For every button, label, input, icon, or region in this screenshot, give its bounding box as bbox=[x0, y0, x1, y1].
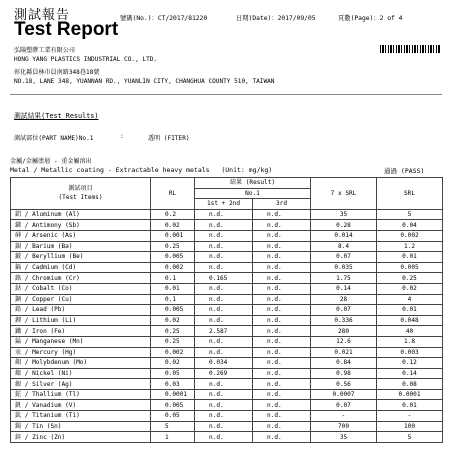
part-name-separator: : bbox=[120, 133, 124, 140]
cell-result-1st-2nd: n.d. bbox=[195, 315, 253, 326]
cell-rl: 0.005 bbox=[151, 252, 195, 263]
cell-result-1st-2nd: n.d. bbox=[195, 336, 253, 347]
cell-test-item: 銀 / Silver (Ag) bbox=[11, 379, 151, 390]
cell-rl: 0.01 bbox=[151, 283, 195, 294]
cell-result-1st-2nd: n.d. bbox=[195, 411, 253, 422]
cell-rl: 0.005 bbox=[151, 305, 195, 316]
cell-result-1st-2nd: n.d. bbox=[195, 305, 253, 316]
cell-rl: 0.02 bbox=[151, 220, 195, 231]
cell-7xsrl: 0.98 bbox=[311, 368, 377, 379]
cell-7xsrl: 0.14 bbox=[311, 283, 377, 294]
header-1st-2nd: 1st + 2nd bbox=[195, 199, 253, 210]
cell-7xsrl: 28 bbox=[311, 294, 377, 305]
cell-result-3rd: n.d. bbox=[253, 411, 311, 422]
table-row bbox=[11, 252, 443, 263]
table-row bbox=[11, 315, 443, 326]
table-row bbox=[11, 230, 443, 241]
cell-test-item: 砷 / Arsenic (As) bbox=[11, 230, 151, 241]
cell-result-3rd: n.d. bbox=[253, 252, 311, 263]
header-no1: No.1 bbox=[195, 188, 311, 199]
cell-result-1st-2nd: 0.165 bbox=[195, 273, 253, 284]
cell-srl: 0.14 bbox=[377, 368, 443, 379]
cell-test-item: 鉬 / Molybdenum (Mo) bbox=[11, 358, 151, 369]
client-name-en: HONG YANG PLASTICS INDUSTRIAL CO., LTD. bbox=[14, 56, 158, 63]
cell-srl: 1.2 bbox=[377, 241, 443, 252]
unit-label: (Unit: mg/kg) bbox=[221, 166, 273, 174]
results-table bbox=[10, 177, 443, 443]
cell-test-item: 鉛 / Lead (Pb) bbox=[11, 305, 151, 316]
cell-srl: 0.0001 bbox=[377, 389, 443, 400]
cell-result-1st-2nd: 2.587 bbox=[195, 326, 253, 337]
cell-7xsrl: 8.4 bbox=[311, 241, 377, 252]
cell-result-1st-2nd: n.d. bbox=[195, 209, 253, 220]
report-date-value: 2017/09/05 bbox=[277, 15, 316, 22]
cell-7xsrl: 35 bbox=[311, 432, 377, 443]
cell-srl: 0.02 bbox=[377, 283, 443, 294]
cell-7xsrl: 12.6 bbox=[311, 336, 377, 347]
results-table-header bbox=[11, 178, 443, 210]
cell-srl: 0.01 bbox=[377, 252, 443, 263]
header-test-items-cn: 測試項目 bbox=[68, 185, 93, 193]
report-title-en: Test Report bbox=[14, 19, 119, 40]
part-name-label: 測試部位(PART NAME)No.1 bbox=[14, 135, 94, 142]
table-row bbox=[11, 368, 443, 379]
cell-7xsrl: 35 bbox=[311, 209, 377, 220]
cell-result-3rd: n.d. bbox=[253, 326, 311, 337]
table-row bbox=[11, 262, 443, 273]
cell-rl: 0.1 bbox=[151, 294, 195, 305]
cell-result-1st-2nd: n.d. bbox=[195, 230, 253, 241]
cell-7xsrl: 0.84 bbox=[311, 358, 377, 369]
cell-result-1st-2nd: n.d. bbox=[195, 283, 253, 294]
cell-srl: 4 bbox=[377, 294, 443, 305]
cell-result-3rd: n.d. bbox=[253, 358, 311, 369]
cell-test-item: 鉻 / Chromium (Cr) bbox=[11, 273, 151, 284]
cell-result-1st-2nd: 0.034 bbox=[195, 358, 253, 369]
cell-rl: 0.001 bbox=[151, 230, 195, 241]
cell-srl: 1.8 bbox=[377, 336, 443, 347]
report-title-cn: 測試報告 bbox=[14, 8, 71, 23]
cell-result-3rd: n.d. bbox=[253, 209, 311, 220]
report-number-label: 號碼(No.)： bbox=[120, 15, 158, 22]
cell-test-item: 鋅 / Zinc (Zn) bbox=[11, 432, 151, 443]
cell-srl: 0.12 bbox=[377, 358, 443, 369]
cell-result-1st-2nd: n.d. bbox=[195, 262, 253, 273]
cell-result-3rd: n.d. bbox=[253, 305, 311, 316]
cell-srl: 0.25 bbox=[377, 273, 443, 284]
cell-rl: 5 bbox=[151, 421, 195, 432]
pass-label: 通過 (PASS) bbox=[384, 167, 425, 175]
table-row bbox=[11, 400, 443, 411]
cell-srl: 0.003 bbox=[377, 347, 443, 358]
cell-7xsrl: 0.0007 bbox=[311, 389, 377, 400]
cell-7xsrl: 0.07 bbox=[311, 400, 377, 411]
cell-rl: 0.25 bbox=[151, 326, 195, 337]
cell-7xsrl: 280 bbox=[311, 326, 377, 337]
cell-srl: 0.08 bbox=[377, 379, 443, 390]
divider bbox=[10, 94, 442, 95]
table-row bbox=[11, 241, 443, 252]
cell-test-item: 鎘 / Cadmium (Cd) bbox=[11, 262, 151, 273]
cell-rl: 0.05 bbox=[151, 368, 195, 379]
table-row bbox=[11, 336, 443, 347]
cell-test-item: 鉈 / Thallium (Tl) bbox=[11, 389, 151, 400]
cell-test-item: 釩 / Vanadium (V) bbox=[11, 400, 151, 411]
cell-srl: 0.048 bbox=[377, 315, 443, 326]
cell-result-3rd: n.d. bbox=[253, 400, 311, 411]
cell-result-3rd: n.d. bbox=[253, 273, 311, 284]
cell-srl: 5 bbox=[377, 209, 443, 220]
report-number-value: CT/2017/81220 bbox=[157, 15, 208, 22]
cell-rl: 0.005 bbox=[151, 400, 195, 411]
cell-result-1st-2nd: n.d. bbox=[195, 400, 253, 411]
report-page bbox=[338, 13, 402, 22]
cell-srl: 0.01 bbox=[377, 400, 443, 411]
client-address-cn: 彰化縣員林市員南路348巷18號 bbox=[14, 69, 100, 76]
cell-srl: 0.01 bbox=[377, 305, 443, 316]
table-row bbox=[11, 305, 443, 316]
header-test-items bbox=[11, 178, 151, 210]
cell-result-3rd: n.d. bbox=[253, 379, 311, 390]
cell-result-3rd: n.d. bbox=[253, 262, 311, 273]
cell-result-3rd: n.d. bbox=[253, 368, 311, 379]
cell-7xsrl: 0.28 bbox=[311, 220, 377, 231]
cell-rl: 0.02 bbox=[151, 358, 195, 369]
report-date-label: 日期(Date)： bbox=[236, 15, 278, 22]
cell-result-1st-2nd: n.d. bbox=[195, 432, 253, 443]
results-table-body bbox=[11, 209, 443, 442]
cell-srl: 0.04 bbox=[377, 220, 443, 231]
table-row bbox=[11, 220, 443, 231]
cell-rl: 0.1 bbox=[151, 273, 195, 284]
cell-result-1st-2nd: n.d. bbox=[195, 379, 253, 390]
header-srl: SRL bbox=[377, 178, 443, 210]
table-row bbox=[11, 209, 443, 220]
cell-test-item: 錫 / Tin (Sn) bbox=[11, 421, 151, 432]
cell-result-1st-2nd: n.d. bbox=[195, 347, 253, 358]
report-date bbox=[236, 13, 316, 22]
cell-7xsrl: 0.07 bbox=[311, 305, 377, 316]
cell-result-3rd: n.d. bbox=[253, 230, 311, 241]
cell-result-3rd: n.d. bbox=[253, 347, 311, 358]
cell-7xsrl: - bbox=[311, 411, 377, 422]
table-row bbox=[11, 358, 443, 369]
cell-srl: - bbox=[377, 411, 443, 422]
cell-result-1st-2nd: n.d. bbox=[195, 421, 253, 432]
cell-result-1st-2nd: n.d. bbox=[195, 241, 253, 252]
cell-rl: 0.05 bbox=[151, 411, 195, 422]
cell-test-item: 鋇 / Barium (Ba) bbox=[11, 241, 151, 252]
header-3rd: 3rd bbox=[253, 199, 311, 210]
cell-7xsrl: 0.021 bbox=[311, 347, 377, 358]
client-address-en: NO.18, LANE 348, YUANNAN RD., YUANLIN CITY, CHANGHUA COUNTY 510, TAIWAN bbox=[14, 78, 275, 85]
table-row bbox=[11, 283, 443, 294]
barcode-icon bbox=[380, 45, 440, 53]
cell-srl: 5 bbox=[377, 432, 443, 443]
cell-rl: 0.2 bbox=[151, 209, 195, 220]
cell-result-3rd: n.d. bbox=[253, 432, 311, 443]
category-en: Metal / Metallic coating - Extractable heavy metals bbox=[10, 166, 210, 174]
table-row bbox=[11, 273, 443, 284]
table-row bbox=[11, 326, 443, 337]
cell-7xsrl: 0.035 bbox=[311, 262, 377, 273]
cell-rl: 0.25 bbox=[151, 336, 195, 347]
cell-result-3rd: n.d. bbox=[253, 220, 311, 231]
cell-result-3rd: n.d. bbox=[253, 315, 311, 326]
cell-rl: 0.002 bbox=[151, 262, 195, 273]
cell-result-1st-2nd: 0.269 bbox=[195, 368, 253, 379]
header-rl: RL bbox=[151, 178, 195, 210]
report-page-label: 頁數(Page)： bbox=[338, 15, 380, 22]
category-cn: 金屬/金屬塗層 - 重金屬溶出 bbox=[10, 158, 92, 165]
table-row bbox=[11, 294, 443, 305]
cell-result-1st-2nd: n.d. bbox=[195, 220, 253, 231]
cell-result-1st-2nd: n.d. bbox=[195, 294, 253, 305]
cell-srl: 40 bbox=[377, 326, 443, 337]
cell-test-item: 鈹 / Beryllium (Be) bbox=[11, 252, 151, 263]
report-page-value: 2 of 4 bbox=[379, 15, 403, 22]
table-row bbox=[11, 421, 443, 432]
cell-result-3rd: n.d. bbox=[253, 294, 311, 305]
cell-result-3rd: n.d. bbox=[253, 336, 311, 347]
cell-rl: 0.0001 bbox=[151, 389, 195, 400]
cell-test-item: 鋰 / Lithium (Li) bbox=[11, 315, 151, 326]
table-row bbox=[11, 347, 443, 358]
cell-srl: 0.002 bbox=[377, 230, 443, 241]
cell-test-item: 鈷 / Cobalt (Co) bbox=[11, 283, 151, 294]
cell-rl: 0.03 bbox=[151, 379, 195, 390]
cell-result-3rd: n.d. bbox=[253, 389, 311, 400]
client-name-cn: 弘陽塑膠工業有限公司 bbox=[14, 47, 75, 54]
cell-test-item: 汞 / Mercury (Hg) bbox=[11, 347, 151, 358]
cell-test-item: 錳 / Manganese (Mn) bbox=[11, 336, 151, 347]
cell-7xsrl: 0.014 bbox=[311, 230, 377, 241]
table-row bbox=[11, 432, 443, 443]
cell-test-item: 鈦 / Titanium (Ti) bbox=[11, 411, 151, 422]
cell-rl: 0.02 bbox=[151, 315, 195, 326]
table-row bbox=[11, 411, 443, 422]
cell-result-3rd: n.d. bbox=[253, 241, 311, 252]
cell-test-item: 鎳 / Nickel (Ni) bbox=[11, 368, 151, 379]
header-7xsrl: 7 x SRL bbox=[311, 178, 377, 210]
cell-7xsrl: 1.75 bbox=[311, 273, 377, 284]
cell-test-item: 鐵 / Iron (Fe) bbox=[11, 326, 151, 337]
cell-7xsrl: 0.07 bbox=[311, 252, 377, 263]
cell-result-3rd: n.d. bbox=[253, 283, 311, 294]
cell-rl: 1 bbox=[151, 432, 195, 443]
cell-rl: 0.25 bbox=[151, 241, 195, 252]
header-result: 結果 (Result) bbox=[195, 178, 311, 189]
category-line bbox=[10, 166, 272, 174]
cell-test-item: 銻 / Antimony (Sb) bbox=[11, 220, 151, 231]
cell-test-item: 鋁 / Aluminum (Al) bbox=[11, 209, 151, 220]
cell-result-3rd: n.d. bbox=[253, 421, 311, 432]
report-number bbox=[120, 13, 207, 22]
cell-7xsrl: 700 bbox=[311, 421, 377, 432]
cell-rl: 0.002 bbox=[151, 347, 195, 358]
cell-srl: 100 bbox=[377, 421, 443, 432]
cell-test-item: 銅 / Copper (Cu) bbox=[11, 294, 151, 305]
cell-7xsrl: 0.56 bbox=[311, 379, 377, 390]
table-row bbox=[11, 379, 443, 390]
cell-result-1st-2nd: n.d. bbox=[195, 252, 253, 263]
cell-srl: 0.005 bbox=[377, 262, 443, 273]
results-heading: 測試結果(Test Results) bbox=[14, 112, 99, 120]
cell-7xsrl: 0.336 bbox=[311, 315, 377, 326]
header-test-items-en: (Test Items) bbox=[58, 194, 103, 202]
part-name-value: 透明 (FITER) bbox=[148, 135, 190, 142]
table-row bbox=[11, 389, 443, 400]
cell-result-1st-2nd: n.d. bbox=[195, 389, 253, 400]
